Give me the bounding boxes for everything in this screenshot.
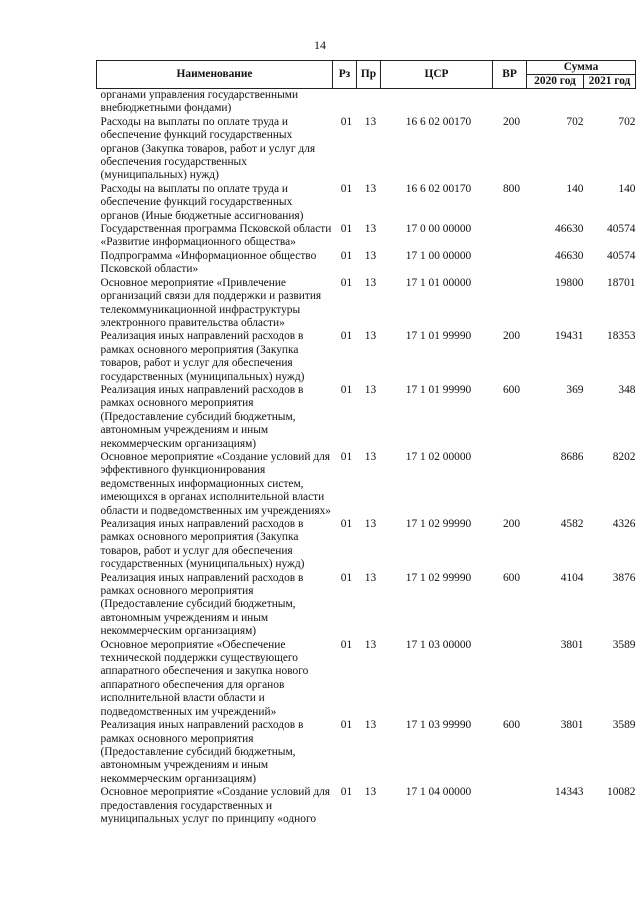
row-name: Подпрограмма «Информационное общество Псковской области»: [100, 249, 317, 276]
row-rz: 01: [340, 249, 353, 262]
row-pr: 13: [364, 638, 377, 651]
row-vr: 600: [502, 719, 521, 732]
row-vr: [493, 639, 527, 719]
row-pr: 13: [364, 276, 377, 289]
row-pr: 13: [364, 383, 377, 396]
row-sum-2021: [584, 89, 636, 116]
row-pr: 13: [364, 330, 377, 343]
page-number: 14: [314, 38, 326, 52]
row-csr: 17 1 02 00000: [405, 450, 472, 463]
row-vr: 600: [502, 383, 521, 396]
row-pr: 13: [364, 518, 377, 530]
row-csr: 17 1 04 00000: [405, 786, 472, 799]
table-body: [97, 89, 636, 827]
row-pr: 13: [364, 571, 377, 584]
row-rz: 01: [340, 115, 353, 128]
row-rz: 01: [340, 518, 353, 530]
row-csr: 17 1 02 99990: [405, 518, 472, 530]
row-sum-2021: 702: [618, 115, 636, 128]
row-csr: 16 6 02 00170: [405, 115, 472, 128]
row-pr: 13: [364, 450, 377, 463]
row-vr: 600: [502, 571, 521, 584]
header-name: Наименование: [97, 61, 333, 89]
row-rz: 01: [340, 786, 353, 799]
row-rz: 01: [340, 182, 353, 195]
row-csr: 16 6 02 00170: [405, 182, 472, 195]
header-rz: Рз: [333, 61, 357, 89]
row-rz: 01: [340, 276, 353, 289]
row-sum-2020: [527, 89, 584, 116]
row-name: органами управления государственными внебюджетными фондами): [100, 89, 299, 115]
row-sum-2021: 10082: [607, 786, 636, 799]
row-csr: 17 1 03 00000: [405, 638, 472, 651]
row-sum-2020: 46630: [555, 223, 584, 236]
row-csr: [381, 89, 493, 116]
table-row: [97, 719, 636, 786]
row-name: Основное мероприятие «Создание условий для предоставления государственных и муниципальных услуг по принципу «одного: [100, 786, 331, 825]
row-rz: 01: [340, 383, 353, 396]
row-csr: 17 0 00 00000: [405, 223, 472, 236]
row-vr: 200: [502, 518, 521, 530]
row-name: Реализация иных направлений расходов в рамках основного мероприятия (Предоставление субсидий бюджетным, автономным учреждениям и иным некоммерческим организациям): [100, 571, 304, 638]
row-vr: [493, 786, 527, 826]
table-row: [97, 639, 636, 719]
row-sum-2020: 3801: [560, 719, 584, 732]
header-sum: Сумма: [527, 61, 636, 75]
row-sum-2021: 140: [618, 182, 636, 195]
row-sum-2020: 4104: [560, 571, 584, 584]
row-rz: 01: [340, 571, 353, 584]
row-sum-2020: 19800: [555, 276, 584, 289]
row-vr: [493, 277, 527, 331]
row-pr: 13: [364, 182, 377, 195]
row-sum-2021: 3589: [612, 638, 636, 651]
header-vr: ВР: [493, 61, 527, 89]
row-pr: 13: [364, 249, 377, 262]
row-sum-2021: 40574: [607, 249, 636, 262]
row-csr: 17 1 01 99990: [405, 330, 472, 343]
row-rz: 01: [340, 223, 353, 236]
row-csr: 17 1 03 99990: [405, 719, 472, 732]
table-row: [97, 183, 636, 223]
table-row: [97, 384, 636, 451]
row-name: Основное мероприятие «Создание условий для эффективного функционирования ведомственных информационных систем, имеющихся в органах исполнительной власти области и подведомственных им учреждениях»: [100, 450, 331, 517]
row-csr: 17 1 00 00000: [405, 249, 472, 262]
table-row: [97, 330, 636, 384]
row-name: Реализация иных направлений расходов в рамках основного мероприятия (Предоставление субсидий бюджетным, автономным учреждениям и иным некоммерческим организациям): [100, 719, 304, 785]
row-sum-2021: 348: [618, 383, 636, 396]
row-vr: 200: [502, 330, 521, 343]
row-sum-2020: 369: [566, 383, 584, 396]
row-name: Реализация иных направлений расходов в рамках основного мероприятия (Закупка товаров, работ и услуг для обеспечения государственных (муниципальных) нужд): [100, 330, 305, 383]
header-csr: ЦСР: [381, 61, 493, 89]
row-sum-2021: 4326: [612, 518, 636, 530]
budget-table: [96, 60, 636, 826]
row-sum-2020: 46630: [555, 249, 584, 262]
row-sum-2020: 3801: [560, 638, 584, 651]
row-name: Реализация иных направлений расходов в рамках основного мероприятия (Предоставление субсидий бюджетным, автономным учреждениям и иным некоммерческим организациям): [100, 383, 304, 450]
row-pr: 13: [364, 115, 377, 128]
row-sum-2020: 8686: [560, 450, 584, 463]
table-row: [97, 786, 636, 826]
row-sum-2021: 3589: [612, 719, 636, 732]
table-row: [97, 89, 636, 116]
row-vr: 800: [502, 182, 521, 195]
row-sum-2020: 702: [566, 115, 584, 128]
row-pr: 13: [364, 223, 377, 236]
table-row: [97, 451, 636, 518]
row-rz: 01: [340, 638, 353, 651]
table-row: [97, 223, 636, 250]
row-sum-2020: 140: [566, 182, 584, 195]
row-name: Расходы на выплаты по оплате труда и обеспечение функций государственных органов (Закупка товаров, работ и услуг для обеспечения государственных (муниципальных) нужд): [100, 115, 316, 182]
row-pr: [357, 89, 381, 116]
row-sum-2021: 3876: [612, 571, 636, 584]
row-name: Основное мероприятие «Обеспечение технической поддержки существующего аппаратного обеспечения и закупка нового аппаратного обеспечения для органов исполнительной власти области и подведомственных им учреждений»: [100, 638, 309, 718]
header-pr: Пр: [357, 61, 381, 89]
row-sum-2021: 18353: [607, 330, 636, 343]
header-year-2021: 2021 год: [584, 75, 636, 89]
row-csr: 17 1 01 00000: [405, 276, 472, 289]
row-rz: [333, 89, 357, 116]
row-rz: 01: [340, 719, 353, 732]
row-vr: [493, 89, 527, 116]
row-csr: 17 1 01 99990: [405, 383, 472, 396]
row-csr: 17 1 02 99990: [405, 571, 472, 584]
header-year-2020: 2020 год: [527, 75, 584, 89]
row-name: Реализация иных направлений расходов в рамках основного мероприятия (Закупка товаров, работ и услуг для обеспечения государственных (муниципальных) нужд): [100, 518, 305, 571]
row-vr: [493, 451, 527, 518]
row-sum-2021: 8202: [612, 450, 636, 463]
row-rz: 01: [340, 330, 353, 343]
row-name: Расходы на выплаты по оплате труда и обеспечение функций государственных органов (Иные бюджетные ассигнования): [100, 182, 304, 222]
table-row: [97, 518, 636, 572]
row-vr: [493, 250, 527, 277]
table-row: [97, 250, 636, 277]
row-name: Основное мероприятие «Привлечение организаций связи для поддержки и развития телекоммуникационной инфраструктуры электронного правительства области»: [100, 276, 322, 329]
row-sum-2020: 19431: [555, 330, 584, 343]
row-sum-2021: 18701: [607, 276, 636, 289]
row-name: Государственная программа Псковской области «Развитие информационного общества»: [100, 223, 332, 249]
row-sum-2020: 14343: [555, 786, 584, 799]
row-sum-2020: 4582: [560, 518, 584, 530]
row-pr: 13: [364, 786, 377, 799]
row-sum-2021: 40574: [607, 223, 636, 236]
row-rz: 01: [340, 450, 353, 463]
row-pr: 13: [364, 719, 377, 732]
row-vr: [493, 223, 527, 250]
table-row: [97, 572, 636, 639]
row-vr: 200: [502, 115, 521, 128]
table-row: [97, 116, 636, 183]
table-row: [97, 277, 636, 331]
